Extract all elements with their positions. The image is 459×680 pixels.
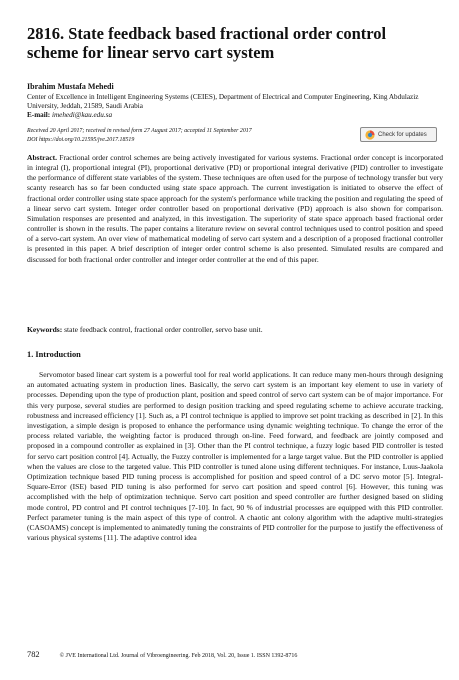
abstract — [27, 153, 443, 265]
abstract-label: Abstract. — [27, 153, 57, 162]
abstract-text: Fractional order control schemes are being actively investigated for various systems. Fractional order concept is incorporated in integral (I), proportional integral (PI), proportional derivative (PD) or proportional integral derivative (PID) controller to investigate the performance of different state variables of the system. These techniques are often used for the purpose of technology transfer but very scanty research has so far been conducted using state space approach. The current investigation is initiated to observe the effect of fractional order controller using state space approach for the system's performance while tracking the position and regulating the speed of a linear servo cart system. Integer order controller based on proportional derivative (PD) approach is also shown for comparison. Simulation responses are presented and analyzed, in this investigation. The superiority of state space approach based fractional order controller is shown in the results. The paper contains a literature review on several control techniques used to control position and speed of a servo-cart system. An over view of mathematical modeling of servo cart system and a description of a proposed fractional controller is presented in this paper. A brief description of integer order control scheme is also presented. Simulated results are compared and discussed for both fractional order controller and integer order controller at the end of this paper. — [27, 153, 443, 264]
crossmark-icon — [365, 130, 375, 140]
keywords — [27, 325, 437, 334]
keywords-text: state feedback control, fractional order controller, servo base unit. — [64, 325, 263, 334]
section-heading: 1. Introduction — [27, 350, 81, 359]
page-footer — [27, 650, 443, 659]
author-name: Ibrahim Mustafa Mehedi — [27, 82, 114, 91]
keywords-label: Keywords: — [27, 325, 63, 334]
publication-history — [27, 127, 347, 144]
email-line — [27, 111, 437, 120]
author-affiliation — [27, 93, 437, 121]
paper-title: 2816. State feedback based fractional order control scheme for linear servo cart system — [27, 24, 387, 62]
email-label: E-mail: — [27, 111, 51, 120]
check-for-updates-button[interactable] — [360, 127, 437, 142]
introduction-paragraph: Servomotor based linear cart system is a powerful tool for real world applications. It can reduce many men-hours through designing an automated actuating system in production lines. Basically, the servo cart system is an important key element to use in variety of processes. Depending upon the type of production plant, position and speed control of servo cart system can be of major importance. For this very purpose, several studies are performed to design position tracking and speed regulating scheme to achieve accurate tracking, robustness and increased efficiency [1]. Such as, a PI control technique is applied to improve set point tracking as described in [2]. In this investigation, a simple design is proposed to enhance the performance using dynamic weighting technique. To change the error of the process related variable, the weighting factor is produced through on-line. Feed forward, and feedback are jointly composed and proposed in a compound controller as explained in [3]. Other than the PI control technique, a fuzzy logic based PID controller is tested for servo cart position control [4]. Actually, the Fuzzy controller is implemented for a large target value. But the PID controller is applied when the values are close to the targeted value. This PID controller is tuned alone using different techniques. For instance, Luus-Jaakola Optimization technique based PID tuning process is accomplished for position and speed control of a DC servo motor [5]. Integral-Square-Error (ISE) based PID tuning is also performed for servo cart position and speed control [6]. However, this tuning was accomplished with the help of optimization technique. Servo cart position and speed controller are further designed based on sliding mode control, PD control and PI control techniques [7-10]. In fact, 90 % of industrial processes are equipped with this PID controller. Perfect parameter tuning is the main aspect of this type of control. A chaotic ant colony algorithm with the adaptive multi-strategies (CASOAMS) concept is implemented to animatedly tuning the constraints of PID controller for the purpose to justify the effectiveness of various physical systems [11]. The adaptive control idea — [27, 370, 443, 543]
received-dates: Received 20 April 2017; received in revised form 27 August 2017; accepted 11 September 2017 — [27, 128, 252, 134]
check-for-updates-label: Check for updates — [378, 131, 427, 138]
journal-info: © JVE International Ltd. Journal of Vibroengineering. Feb 2018, Vol. 20, Issue 1. ISSN 1392-8716 — [59, 653, 298, 659]
doi-link[interactable]: DOI https://doi.org/10.21595/jve.2017.18519 — [27, 136, 135, 143]
email-address[interactable]: imehedi@kau.edu.sa — [51, 111, 113, 120]
affiliation-text: Center of Excellence in Intelligent Engineering Systems (CEIES), Department of Electrical and Computer Engineering, King Abdulaziz University, Jeddah, 21589, Saudi Arabia — [27, 93, 419, 111]
page-number: 782 — [27, 650, 40, 659]
